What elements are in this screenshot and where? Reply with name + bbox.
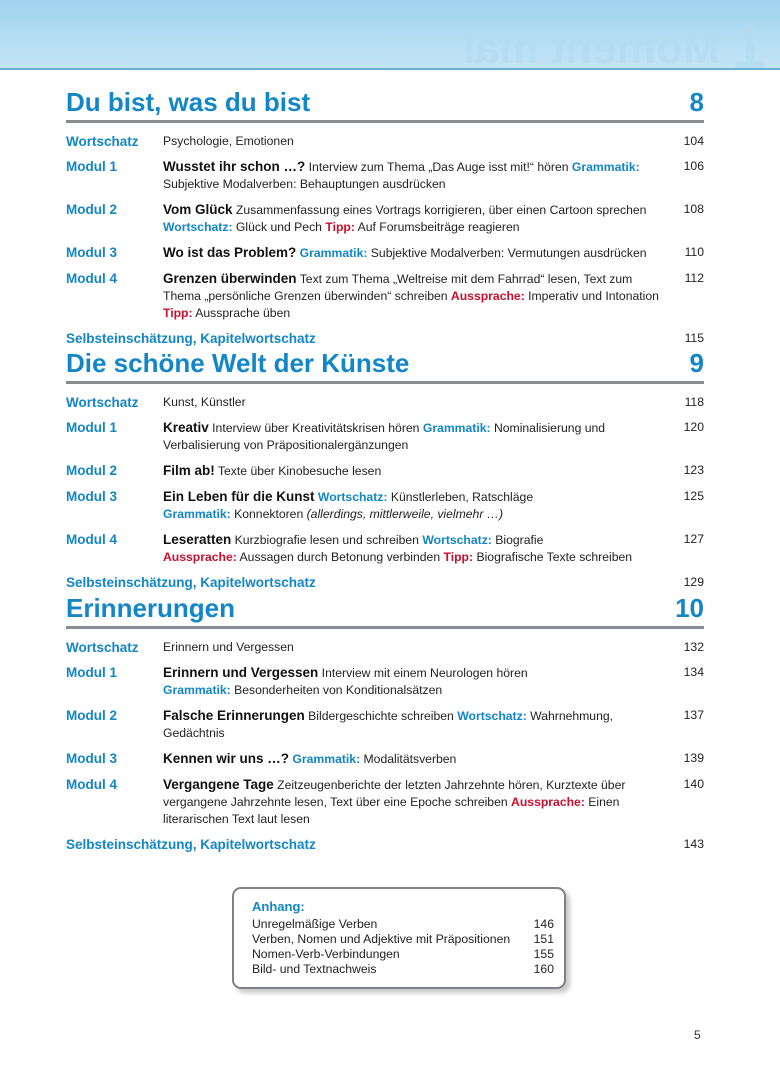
row-label: Wortschatz [66, 395, 139, 410]
text-segment: Zusammenfassung eines Vortrags korrigieren, über einen Cartoon sprechen [232, 203, 647, 217]
page-number: 120 [683, 420, 704, 434]
text-segment: Konnektoren [230, 507, 307, 521]
chapter-title: Du bist, was du bist [66, 87, 311, 117]
wortschatz-row[interactable] [66, 639, 704, 656]
row-label: Modul 1 [66, 159, 117, 174]
modul-row[interactable] [66, 419, 704, 454]
text-segment: Bildergeschichte schreiben [304, 709, 458, 723]
keyword-label: Wortschatz: [457, 709, 527, 723]
text-segment: Aussprache üben [192, 306, 291, 320]
modul-row[interactable] [66, 664, 704, 699]
selbsteinschaetzung-row[interactable] [66, 836, 704, 854]
page-number: 125 [683, 489, 704, 503]
anhang-item-label: Nomen-Verb-Verbindungen [252, 947, 400, 961]
row-label: Wortschatz [66, 134, 139, 149]
row-label: Modul 3 [66, 489, 117, 504]
text-segment: Subjektive Modalverben: Vermutungen ausdrücken [367, 246, 647, 260]
page-number: 137 [683, 708, 704, 722]
anhang-item-label: Bild- und Textnachweis [252, 962, 377, 976]
chapter-number: 10 [675, 593, 704, 623]
row-label: Selbsteinschätzung, Kapitelwortschatz [66, 575, 316, 590]
keyword-label: Grammatik: [292, 752, 361, 766]
row-label: Modul 4 [66, 777, 117, 792]
keyword-label-red: Aussprache: [163, 550, 237, 564]
keyword-label: Wortschatz: [163, 220, 233, 234]
text-segment: Besonderheiten von Konditionalsätzen [230, 683, 443, 697]
chapter-title: Die schöne Welt der Künste [66, 348, 410, 378]
row-label: Modul 2 [66, 708, 117, 723]
page-number: 129 [683, 575, 704, 589]
keyword-label: Wortschatz: [317, 490, 388, 504]
page-number: 155 [533, 947, 554, 961]
row-description [163, 462, 663, 480]
keyword-label: Grammatik: [163, 683, 231, 697]
modul-row[interactable] [66, 750, 704, 768]
chapter-header [66, 343, 704, 384]
text-segment: Modalitätsverben [360, 752, 457, 766]
anhang-item[interactable] [252, 962, 554, 977]
chapter-8 [66, 82, 704, 348]
module-title: Vom Glück [163, 202, 233, 217]
text-segment: Biografie [491, 533, 544, 547]
row-description [163, 201, 663, 236]
text-segment: Künstlerleben, Ratschläge [387, 490, 534, 504]
module-title: Falsche Erinnerungen [163, 708, 305, 723]
modul-row[interactable] [66, 201, 704, 236]
row-description: Erinnern und Vergessen [163, 640, 294, 654]
module-title: Kennen wir uns …? [163, 751, 290, 766]
row-label: Modul 4 [66, 532, 117, 547]
chapter-header [66, 588, 704, 629]
row-description [163, 664, 663, 699]
row-description [163, 750, 663, 768]
text-segment: Auf Forumsbeiträge reagieren [354, 220, 520, 234]
text-segment: Subjektive Modalverben: Behauptungen ausdrücken [163, 177, 446, 191]
wortschatz-row[interactable] [66, 133, 704, 150]
row-label: Selbsteinschätzung, Kapitelwortschatz [66, 331, 316, 346]
row-description [163, 707, 663, 742]
text-segment: Imperativ und Intonation [524, 289, 659, 303]
italic-text: (allerdings, mittlerweile, vielmehr …) [306, 507, 504, 521]
module-title: Grenzen überwinden [163, 271, 297, 286]
text-segment: Einen literarischen Text laut lesen [163, 795, 620, 826]
anhang-item-label: Unregelmäßige Verben [252, 917, 378, 931]
page-number: 160 [533, 962, 554, 976]
page-number: 143 [683, 837, 704, 851]
row-label: Selbsteinschätzung, Kapitelwortschatz [66, 837, 316, 852]
text-segment: Text zum Thema „Weltreise mit dem Fahrrad“ lesen, Text zum Thema „persönliche Grenzen überwinden“ schreiben [163, 272, 633, 303]
module-title: Leseratten [163, 532, 232, 547]
chapter-number: 9 [689, 348, 704, 378]
wortschatz-row[interactable] [66, 394, 704, 411]
row-label: Modul 2 [66, 463, 117, 478]
keyword-label: Grammatik: [299, 246, 368, 260]
page-number: 104 [683, 134, 704, 148]
text-segment: Zeitzeugenberichte der letzten Jahrzehnte hören, Kurztexte über vergangene Jahrzehnte lesen, Text über eine Epoche schreiben [163, 778, 626, 809]
text-segment: Aussagen durch Betonung verbinden [236, 550, 444, 564]
banner-ghost-number: 1 [731, 13, 766, 70]
text-segment: Wahrnehmung, Gedächtnis [163, 709, 614, 740]
row-label: Modul 3 [66, 245, 117, 260]
top-banner [0, 0, 780, 70]
modul-row[interactable] [66, 776, 704, 828]
page-number: 151 [533, 932, 554, 946]
module-title: Erinnern und Vergessen [163, 665, 319, 680]
modul-row[interactable] [66, 244, 704, 262]
page-number: 140 [683, 777, 704, 791]
row-label: Modul 3 [66, 751, 117, 766]
modul-row[interactable] [66, 158, 704, 193]
page-number: 108 [683, 202, 704, 216]
page-number: 132 [683, 640, 704, 654]
modul-row[interactable] [66, 270, 704, 322]
keyword-label-red: Tipp: [163, 306, 193, 320]
text-segment: Interview zum Thema „Das Auge isst mit!“ hören [305, 160, 572, 174]
text-segment: Glück und Pech [232, 220, 326, 234]
chapter-title: Erinnerungen [66, 593, 236, 623]
anhang-title: Anhang: [252, 899, 305, 914]
module-title: Kreativ [163, 420, 209, 435]
row-label: Modul 2 [66, 202, 117, 217]
row-description [163, 531, 663, 566]
text-segment: Interview über Kreativitätskrisen hören [208, 421, 423, 435]
modul-row[interactable] [66, 531, 704, 566]
anhang-item[interactable] [252, 932, 554, 947]
page-number: 115 [684, 331, 704, 345]
page-footer-number: 5 [694, 1028, 701, 1042]
row-label: Wortschatz [66, 640, 139, 655]
keyword-label: Grammatik: [163, 507, 231, 521]
chapter-number: 8 [689, 87, 704, 117]
row-description: Kunst, Künstler [163, 395, 246, 409]
module-title: Ein Leben für die Kunst [163, 489, 315, 504]
banner-ghost-text: Moment mal [463, 24, 720, 70]
chapter-10 [66, 588, 704, 854]
page-number: 134 [683, 665, 704, 679]
anhang-box [232, 887, 566, 989]
page-number: 146 [533, 917, 554, 931]
row-label: Modul 1 [66, 420, 117, 435]
row-description [163, 488, 663, 523]
page-number: 110 [684, 245, 704, 259]
modul-row[interactable] [66, 488, 704, 523]
anhang-item[interactable] [252, 917, 554, 932]
page-number: 118 [684, 395, 704, 409]
row-description [163, 776, 663, 828]
text-segment: Texte über Kinobesuche lesen [214, 464, 382, 478]
page-number: 112 [684, 271, 704, 285]
page-number: 123 [683, 463, 704, 477]
chapter-9 [66, 343, 704, 592]
module-title: Wusstet ihr schon …? [163, 159, 306, 174]
keyword-label: Grammatik: [422, 421, 491, 435]
keyword-label: Wortschatz: [422, 533, 492, 547]
anhang-item-label: Verben, Nomen und Adjektive mit Präpositionen [252, 932, 511, 946]
row-description [163, 270, 663, 322]
modul-row[interactable] [66, 707, 704, 742]
chapter-header [66, 82, 704, 123]
row-label: Modul 4 [66, 271, 117, 286]
text-segment: Biografische Texte schreiben [473, 550, 633, 564]
text-segment: Interview mit einem Neurologen hören [318, 666, 528, 680]
row-description: Psychologie, Emotionen [163, 134, 294, 148]
row-description [163, 419, 663, 454]
row-description [163, 158, 663, 193]
keyword-label-red: Tipp: [325, 220, 355, 234]
keyword-label-red: Tipp: [443, 550, 474, 564]
keyword-label-red: Aussprache: [511, 795, 585, 809]
page-number: 106 [683, 159, 704, 173]
module-title: Vergangene Tage [163, 777, 274, 792]
anhang-item[interactable] [252, 947, 554, 962]
text-segment: Nominalisierung und Verbalisierung von Präpositionalergänzungen [163, 421, 606, 452]
keyword-label: Grammatik: [571, 160, 640, 174]
modul-row[interactable] [66, 462, 704, 480]
row-label: Modul 1 [66, 665, 117, 680]
module-title: Wo ist das Problem? [163, 245, 297, 260]
module-title: Film ab! [163, 463, 215, 478]
row-description [163, 244, 663, 262]
page-number: 139 [683, 751, 704, 765]
text-segment: Kurzbiografie lesen und schreiben [231, 533, 423, 547]
keyword-label-red: Aussprache: [450, 289, 525, 303]
page-number: 127 [683, 532, 704, 546]
